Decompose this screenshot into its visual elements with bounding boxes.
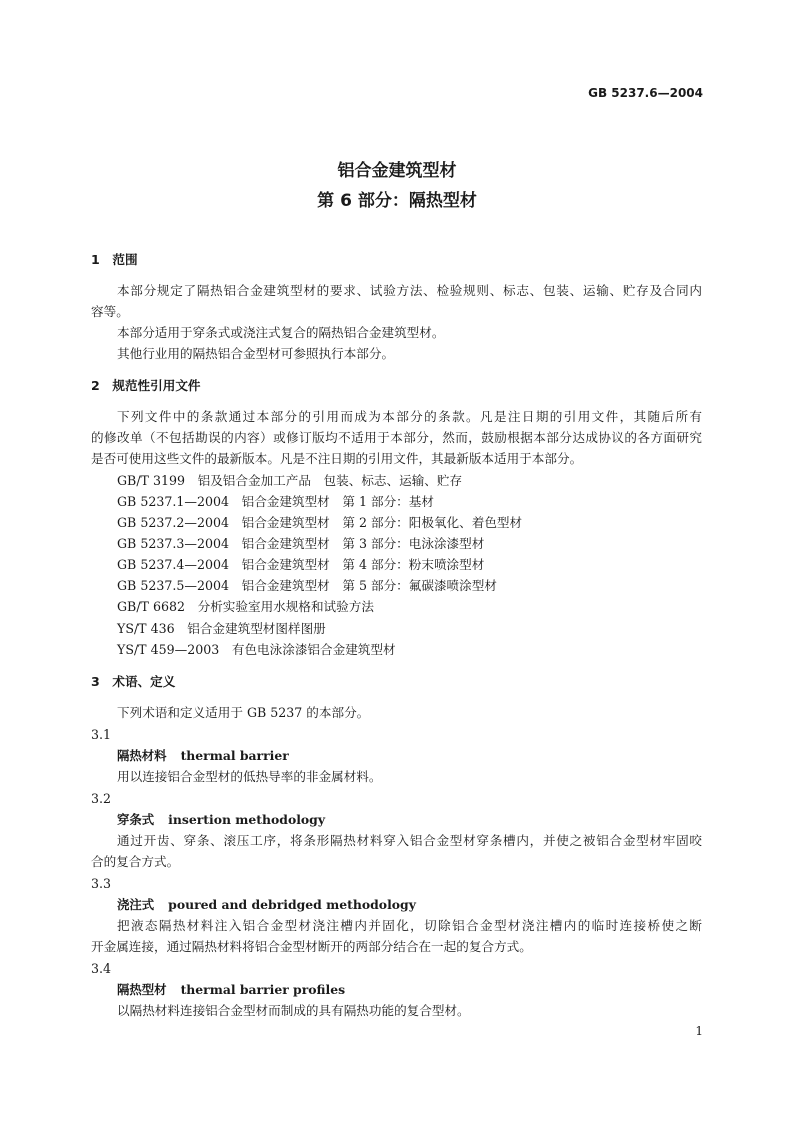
reference-item: GB 5237.2—2004 铝合金建筑型材 第 2 部分：阳极氧化、着色型材: [117, 515, 523, 530]
term-en: insertion methodology: [168, 812, 326, 827]
section-1-heading: 1 范围: [91, 252, 138, 267]
term-definition-line-1: 把液态隔热材料注入铝合金型材浇注槽内并固化，切除铝合金型材浇注槽内的临时连接桥使之断: [117, 918, 702, 933]
page-number: 1: [695, 1024, 703, 1038]
section-1-para-1-line-2: 容等。: [91, 304, 129, 319]
term-number: 3.1: [91, 727, 112, 742]
section-2-heading: 2 规范性引用文件: [91, 378, 201, 393]
reference-item: GB 5237.3—2004 铝合金建筑型材 第 3 部分：电泳涂漆型材: [117, 536, 485, 551]
term-definition-line-1: 通过开齿、穿条、滚压工序，将条形隔热材料穿入铝合金型材穿条槽内，并使之被铝合金型材牢固咬: [117, 833, 702, 848]
term-en: thermal barrier profiles: [180, 982, 346, 997]
term-heading: [117, 982, 345, 998]
section-2-intro-line-2: 的修改单（不包括勘误的内容）或修订版均不适用于本部分，然而，鼓励根据本部分达成协议的各方面研究: [91, 430, 702, 445]
reference-item: GB 5237.4—2004 铝合金建筑型材 第 4 部分：粉末喷涂型材: [117, 557, 485, 572]
term-zh: 穿条式: [117, 812, 155, 827]
standard-number: GB 5237.6—2004: [588, 86, 703, 100]
section-3-heading: 3 术语、定义: [91, 674, 176, 689]
section-3-intro: 下列术语和定义适用于 GB 5237 的本部分。: [117, 705, 370, 720]
term-definition-line-2: 合的复合方式。: [91, 854, 180, 869]
term-zh: 隔热型材: [117, 982, 167, 997]
term-number: 3.2: [91, 791, 112, 806]
reference-item: YS/T 436 铝合金建筑型材图样图册: [117, 621, 326, 636]
term-definition: 以隔热材料连接铝合金型材而制成的具有隔热功能的复合型材。: [117, 1003, 470, 1018]
section-2-intro-line-3: 是否可使用这些文件的最新版本。凡是不注日期的引用文件，其最新版本适用于本部分。: [91, 451, 583, 466]
term-heading: [117, 897, 416, 913]
reference-item: GB 5237.5—2004 铝合金建筑型材 第 5 部分：氟碳漆喷涂型材: [117, 578, 497, 593]
document-subtitle: 第 6 部分：隔热型材: [317, 191, 477, 211]
reference-item: GB/T 6682 分析实验室用水规格和试验方法: [117, 599, 374, 614]
term-zh: 隔热材料: [117, 748, 167, 763]
reference-item: YS/T 459—2003 有色电泳涂漆铝合金建筑型材: [117, 642, 396, 657]
section-2-intro-line-1: 下列文件中的条款通过本部分的引用而成为本部分的条款。凡是注日期的引用文件，其随后所有: [117, 409, 702, 424]
term-en: thermal barrier: [180, 748, 289, 763]
term-heading: [117, 748, 289, 764]
document-title: 铝合金建筑型材: [337, 161, 457, 181]
term-en: poured and debridged methodology: [168, 897, 416, 912]
term-definition-line-2: 开金属连接，通过隔热材料将铝合金型材断开的两部分结合在一起的复合方式。: [91, 939, 532, 954]
section-1-para-1-line-1: 本部分规定了隔热铝合金建筑型材的要求、试验方法、检验规则、标志、包装、运输、贮存及合同内: [117, 283, 702, 298]
term-heading: [117, 812, 325, 828]
term-number: 3.3: [91, 876, 112, 891]
term-number: 3.4: [91, 961, 112, 976]
term-definition: 用以连接铝合金型材的低热导率的非金属材料。: [117, 769, 382, 784]
section-1-para-3: 其他行业用的隔热铝合金型材可参照执行本部分。: [117, 346, 395, 361]
section-1-para-2: 本部分适用于穿条式或浇注式复合的隔热铝合金建筑型材。: [117, 325, 445, 340]
reference-item: GB/T 3199 铝及铝合金加工产品 包装、标志、运输、贮存: [117, 473, 463, 488]
reference-item: GB 5237.1—2004 铝合金建筑型材 第 1 部分：基材: [117, 494, 434, 509]
term-zh: 浇注式: [117, 897, 155, 912]
